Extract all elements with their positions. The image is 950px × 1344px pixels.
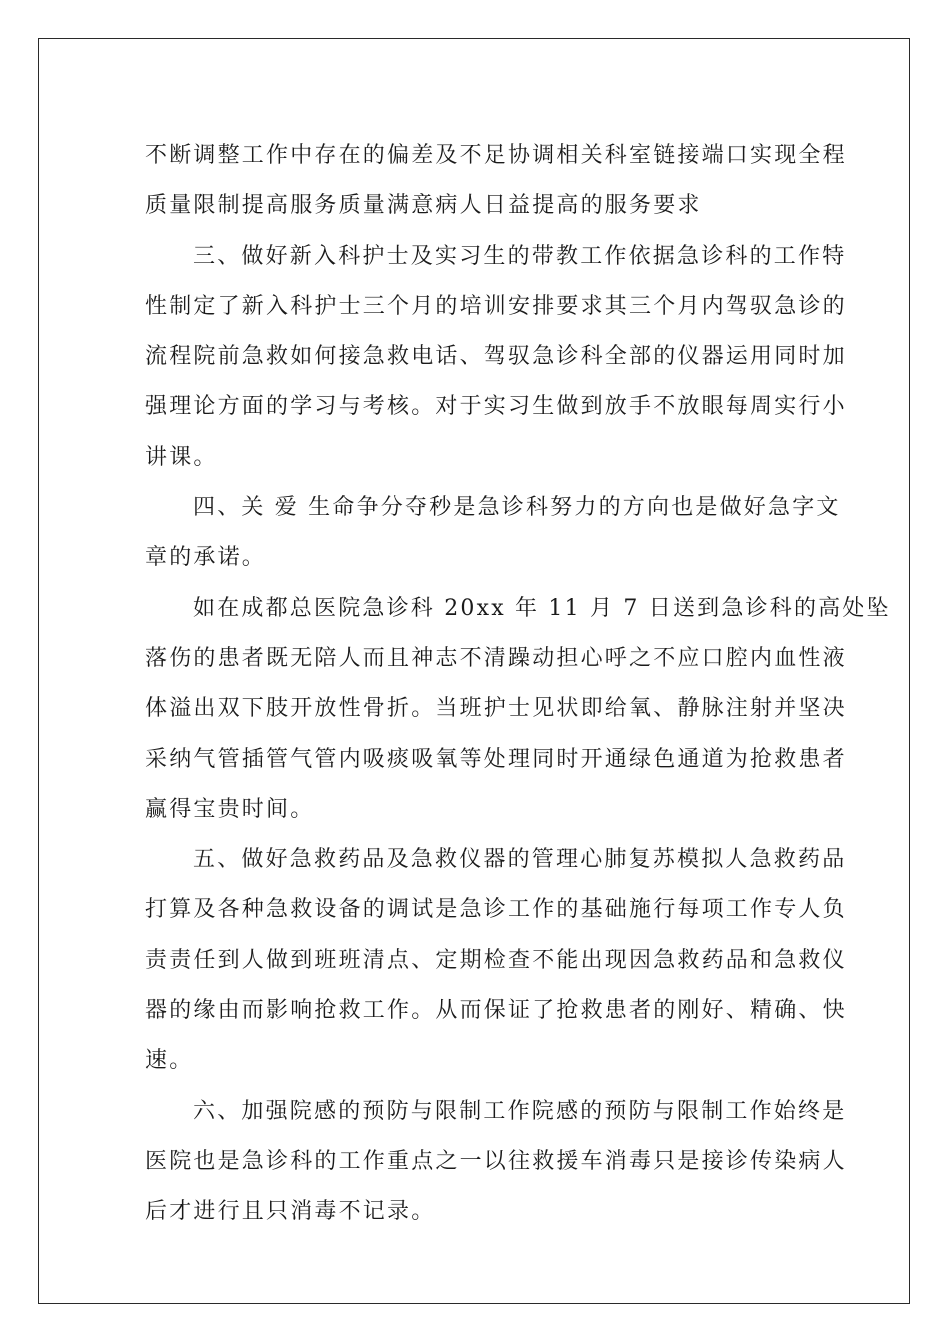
text-line: 强理论方面的学习与考核。对于实习生做到放手不放眼每周实行小	[145, 394, 847, 420]
text-line: 后才进行且只消毒不记录。	[145, 1199, 436, 1225]
text-line: 性制定了新入科护士三个月的培训安排要求其三个月内驾驭急诊的	[145, 293, 847, 319]
text-line: 落伤的患者既无陪人而且神志不清躁动担心呼之不应口腔内血性液	[145, 645, 847, 671]
text-line: 讲课。	[145, 444, 218, 470]
text-line: 质量限制提高服务质量满意病人日益提高的服务要求	[145, 193, 702, 219]
text-line: 六、加强院感的预防与限制工作院感的预防与限制工作始终是	[193, 1098, 847, 1124]
text-line: 责责任到人做到班班清点、定期检查不能出现因急救药品和急救仪	[145, 947, 847, 973]
paragraph	[145, 1087, 847, 1238]
text-line: 赢得宝贵时间。	[145, 796, 315, 822]
text-line: 器的缘由而影响抢救工作。从而保证了抢救患者的刚好、精确、快	[145, 998, 847, 1024]
text-line: 四、关 爱 生命争分夺秒是急诊科努力的方向也是做好急字文	[193, 495, 841, 521]
paragraph	[145, 584, 891, 835]
text-line: 医院也是急诊科的工作重点之一以往救援车消毒只是接诊传染病人	[145, 1148, 847, 1174]
text-line: 打算及各种急救设备的调试是急诊工作的基础施行每项工作专人负	[145, 897, 847, 923]
text-line: 五、做好急救药品及急救仪器的管理心肺复苏模拟人急救药品	[193, 847, 847, 873]
text-line: 章的承诺。	[145, 545, 267, 571]
text-line: 三、做好新入科护士及实习生的带教工作依据急诊科的工作特	[193, 243, 847, 269]
text-line: 如在成都总医院急诊科 20xx 年 11 月 7 日送到急诊科的高处坠	[193, 595, 891, 621]
text-line: 速。	[145, 1048, 194, 1074]
paragraph	[145, 232, 847, 483]
paragraph	[145, 131, 847, 232]
text-line: 采纳气管插管气管内吸痰吸氧等处理同时开通绿色通道为抢救患者	[145, 746, 847, 772]
text-line: 体溢出双下肢开放性骨折。当班护士见状即给氧、静脉注射并坚决	[145, 696, 847, 722]
paragraph	[145, 483, 841, 584]
paragraph	[145, 835, 847, 1086]
text-line: 不断调整工作中存在的偏差及不足协调相关科室链接端口实现全程	[145, 143, 847, 168]
text-line: 流程院前急救如何接急救电话、驾驭急诊科全部的仪器运用同时加	[145, 344, 847, 370]
document-body	[145, 131, 891, 1238]
